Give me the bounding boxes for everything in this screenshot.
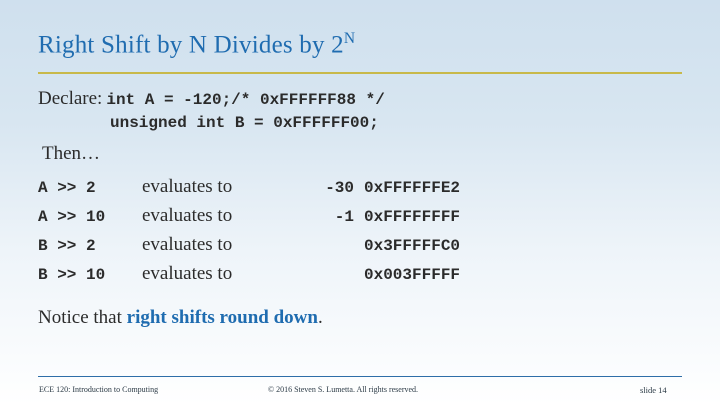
notice-line <box>38 307 323 329</box>
declare-label: Declare: <box>38 88 103 109</box>
footer-slide-number: slide 14 <box>640 385 667 395</box>
row-evaluates-label: evaluates to <box>142 176 233 197</box>
row-hex-value: 0xFFFFFFE2 <box>364 179 461 197</box>
row-evaluates-label: evaluates to <box>142 234 233 255</box>
row-hex-value: 0xFFFFFFFF <box>364 208 461 226</box>
declare-code: int A = -120;/* 0xFFFFFF88 */ <box>106 91 385 109</box>
then-label: Then… <box>42 143 101 164</box>
notice-suffix: . <box>317 307 323 328</box>
title-divider <box>38 72 682 74</box>
row-decimal-value: -30 <box>325 179 354 197</box>
row-decimal-value: -1 <box>334 208 354 226</box>
table-row <box>38 176 678 205</box>
declare-line <box>38 88 385 110</box>
footer-divider <box>38 376 682 377</box>
notice-emphasis: right shifts round down <box>126 307 318 328</box>
page-title-exponent: N <box>343 30 356 47</box>
declare-code-2: unsigned int B = 0xFFFFFF00; <box>110 114 379 132</box>
page-title <box>38 30 355 59</box>
footer-copyright: © 2016 Steven S. Lumetta. All rights reserved. <box>268 385 419 394</box>
table-row <box>38 205 678 234</box>
evaluation-table <box>38 176 678 292</box>
then-line <box>42 143 100 165</box>
row-hex-value: 0x3FFFFFC0 <box>364 237 461 255</box>
row-hex-value: 0x003FFFFF <box>364 266 461 284</box>
row-expression: A >> 10 <box>38 208 106 226</box>
table-row <box>38 234 678 263</box>
page-title-text: Right Shift by N Divides by 2 <box>38 31 344 59</box>
table-row <box>38 263 678 292</box>
declare-line-2 <box>110 114 379 132</box>
row-expression: A >> 2 <box>38 179 96 197</box>
row-evaluates-label: evaluates to <box>142 263 233 284</box>
notice-prefix: Notice that <box>38 307 127 328</box>
row-expression: B >> 2 <box>38 237 96 255</box>
row-expression: B >> 10 <box>38 266 106 284</box>
footer-course: ECE 120: Introduction to Computing <box>39 385 159 394</box>
row-evaluates-label: evaluates to <box>142 205 233 226</box>
